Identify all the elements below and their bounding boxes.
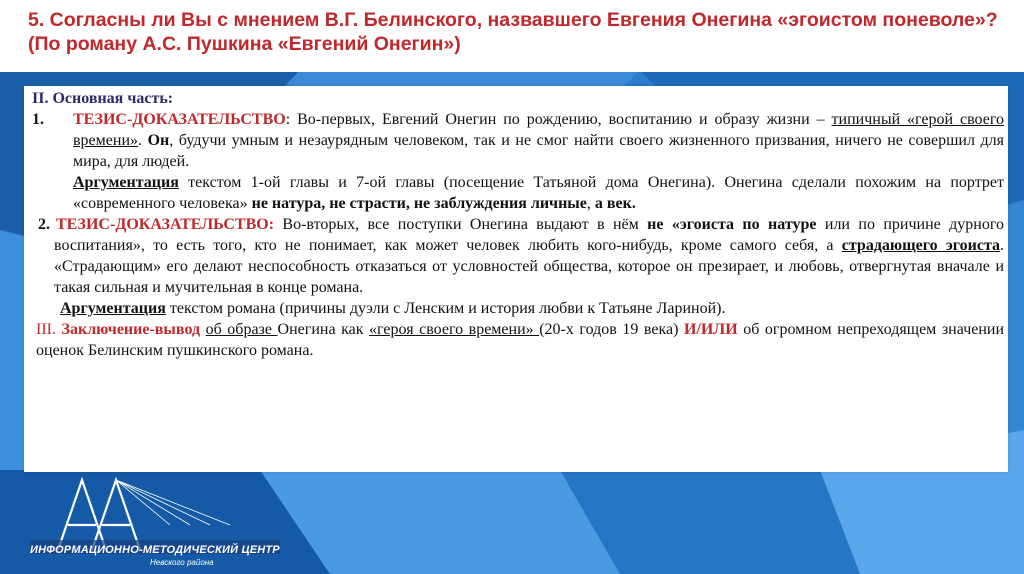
argument-1-label: Аргументация [73, 174, 179, 191]
thesis-2 [32, 214, 1004, 298]
content-body [32, 88, 1004, 361]
thesis-1-number: 1. [32, 111, 44, 128]
argument-1-text-a: текстом 1-ой главы и 7-ой главы (посещение Татьяной дома Онегина). Онегина сделали похожим на портрет «современного человека» [73, 174, 1004, 212]
conclusion-text-d: об огромном непреходящем значении оценок Белинским пушкинского романа. [36, 321, 1005, 359]
thesis-1-text-underlined: типичный «герой своего времени» [73, 111, 1005, 149]
slide-title: 5. Согласны ли Вы с мнением В.Г. Белинского, назвавшего Евгения Онегина «эгоистом поневоле»? (По роману А.С. Пушкина «Евгений Онегин») [28, 9, 998, 55]
thesis-2-text-bold: не «эгоиста по натуре [647, 216, 817, 233]
thesis-1-text-a: Во-первых, Евгений Онегин по рождению, воспитанию и образу жизни – [290, 111, 832, 128]
argument-2-label: Аргументация [60, 300, 166, 317]
argument-1-text-bold: не натура, не страсти, не заблуждения личные [251, 195, 587, 212]
argument-2 [32, 298, 1004, 319]
conclusion-label: Заключение-вывод [61, 321, 201, 338]
conclusion-text-c: (20-х годов 19 века) [539, 321, 684, 338]
section-heading: II. Основная часть: [32, 90, 174, 107]
thesis-1-colon: : [285, 111, 291, 128]
thesis-2-text-b: или по причине дурного воспитания», то есть того, кто не понимает, как может человек любить кого-нибудь, кроме самого себя, а [54, 216, 1005, 254]
thesis-2-text-a: Во-вторых, все поступки Онегина выдают в нём [274, 216, 648, 233]
thesis-1-label: ТЕЗИС-ДОКАЗАТЕЛЬСТВО [73, 111, 286, 128]
thesis-2-label: ТЕЗИС-ДОКАЗАТЕЛЬСТВО: [56, 216, 275, 233]
thesis-1 [32, 109, 1004, 172]
conclusion-number: III. [36, 321, 56, 338]
conclusion [32, 319, 1004, 361]
argument-1 [32, 172, 1004, 214]
center-logo-name: ИНФОРМАЦИОННО-МЕТОДИЧЕСКИЙ ЦЕНТР [30, 544, 280, 556]
thesis-1-text-c: , будучи умным и незаурядным человеком, так и не смог найти своего жизненного призвания, ничего не совершил для мира, для людей. [73, 132, 1004, 170]
thesis-2-text-c: . «Страдающим» его делают неспособность отказаться от условностей общества, которое он презирает, и любовь, отвергнутая вначале и такая сильная и мучительная в конце романа. [54, 237, 1004, 296]
conclusion-text-underlined-2: «героя своего времени» [369, 321, 540, 338]
argument-1-text-bold2: а век. [594, 195, 636, 212]
conclusion-text-underlined-1: об образе [205, 321, 278, 338]
conclusion-text-bold: И/ИЛИ [683, 321, 738, 338]
thesis-1-text-bold: Он [147, 132, 170, 149]
thesis-2-number: 2. [38, 216, 50, 233]
center-logo-subtitle: Невского района [150, 558, 214, 567]
thesis-2-text-bold-underlined: страдающего эгоиста [841, 237, 1000, 254]
logo-letter-a-left [58, 480, 106, 550]
argument-2-text: текстом романа (причины дуэли с Ленским и история любви к Татьяне Лариной). [165, 300, 726, 317]
thesis-1-text-b: . [138, 132, 148, 149]
conclusion-text-b: Онегина как [277, 321, 370, 338]
argument-1-text-b: , [586, 195, 595, 212]
